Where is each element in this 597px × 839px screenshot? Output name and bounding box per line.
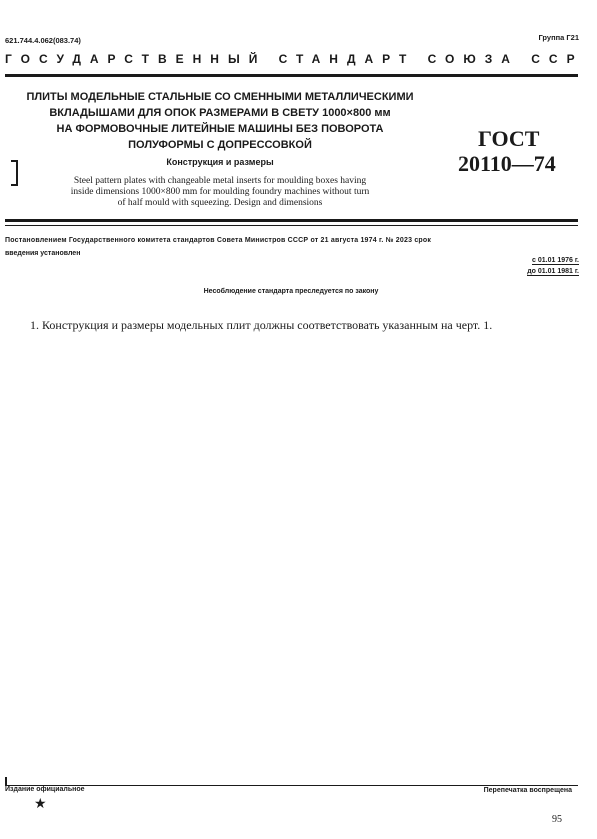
title-ru (0, 89, 440, 153)
banner-rule (5, 74, 578, 77)
title-line: НА ФОРМОВОЧНЫЕ ЛИТЕЙНЫЕ МАШИНЫ БЕЗ ПОВОРОТА (56, 123, 384, 135)
legal-notice: Несоблюдение стандарта преследуется по закону (203, 288, 379, 295)
decree-line-2: введения установлен (5, 250, 81, 257)
title-en-line: Steel pattern plates with changeable metal inserts for moulding boxes having (73, 176, 367, 186)
title-en (0, 176, 440, 209)
gost-label: ГОСТ (478, 126, 540, 151)
title-en-line: of half mould with squeezing. Design and dimensions (117, 198, 323, 208)
title-en-line: inside dimensions 1000×800 mm for moulding foundry machines without turn (70, 187, 370, 197)
effective-to-date: до 01.01 1981 г. (527, 268, 579, 275)
page-number: 95 (552, 814, 562, 825)
udc-code: 621.744.4.062(083.74) (5, 36, 81, 45)
title-rule-thick (5, 219, 578, 222)
title-line: ПЛИТЫ МОДЕЛЬНЫЕ СТАЛЬНЫЕ СО СМЕННЫМИ МЕТАЛЛИЧЕСКИМИ (26, 91, 414, 103)
star-mark: ★ (34, 797, 47, 812)
effective-from-date: с 01.01 1976 г. (532, 257, 579, 264)
footer-line (5, 785, 578, 786)
title-line: ПОЛУФОРМЫ С ДОПРЕССОВКОЙ (128, 139, 312, 151)
paragraph-1: 1. Конструкция и размеры модельных плит должны соответствовать указанным на черт. 1. (30, 318, 493, 332)
title-line: ВКЛАДЫШАМИ ДЛЯ ОПОК РАЗМЕРАМИ В СВЕТУ 1000×800 мм (49, 107, 391, 119)
group-label: Группа Г21 (538, 33, 579, 42)
reprint-notice: Перепечатка воспрещена (483, 787, 572, 794)
gost-number: 20110—74 (458, 151, 556, 176)
subtitle-ru: Конструкция и размеры (166, 157, 274, 167)
official-edition: Издание официальное (5, 786, 85, 793)
title-rule-thin (5, 225, 578, 226)
decree-line: Постановлением Государственного комитета стандартов Совета Министров СССР от 21 августа 1974 г. № 2023 срок (5, 237, 432, 244)
standard-banner: ГОСУДАРСТВЕННЫЙ СТАНДАРТ СОЮЗА ССР (5, 52, 584, 66)
